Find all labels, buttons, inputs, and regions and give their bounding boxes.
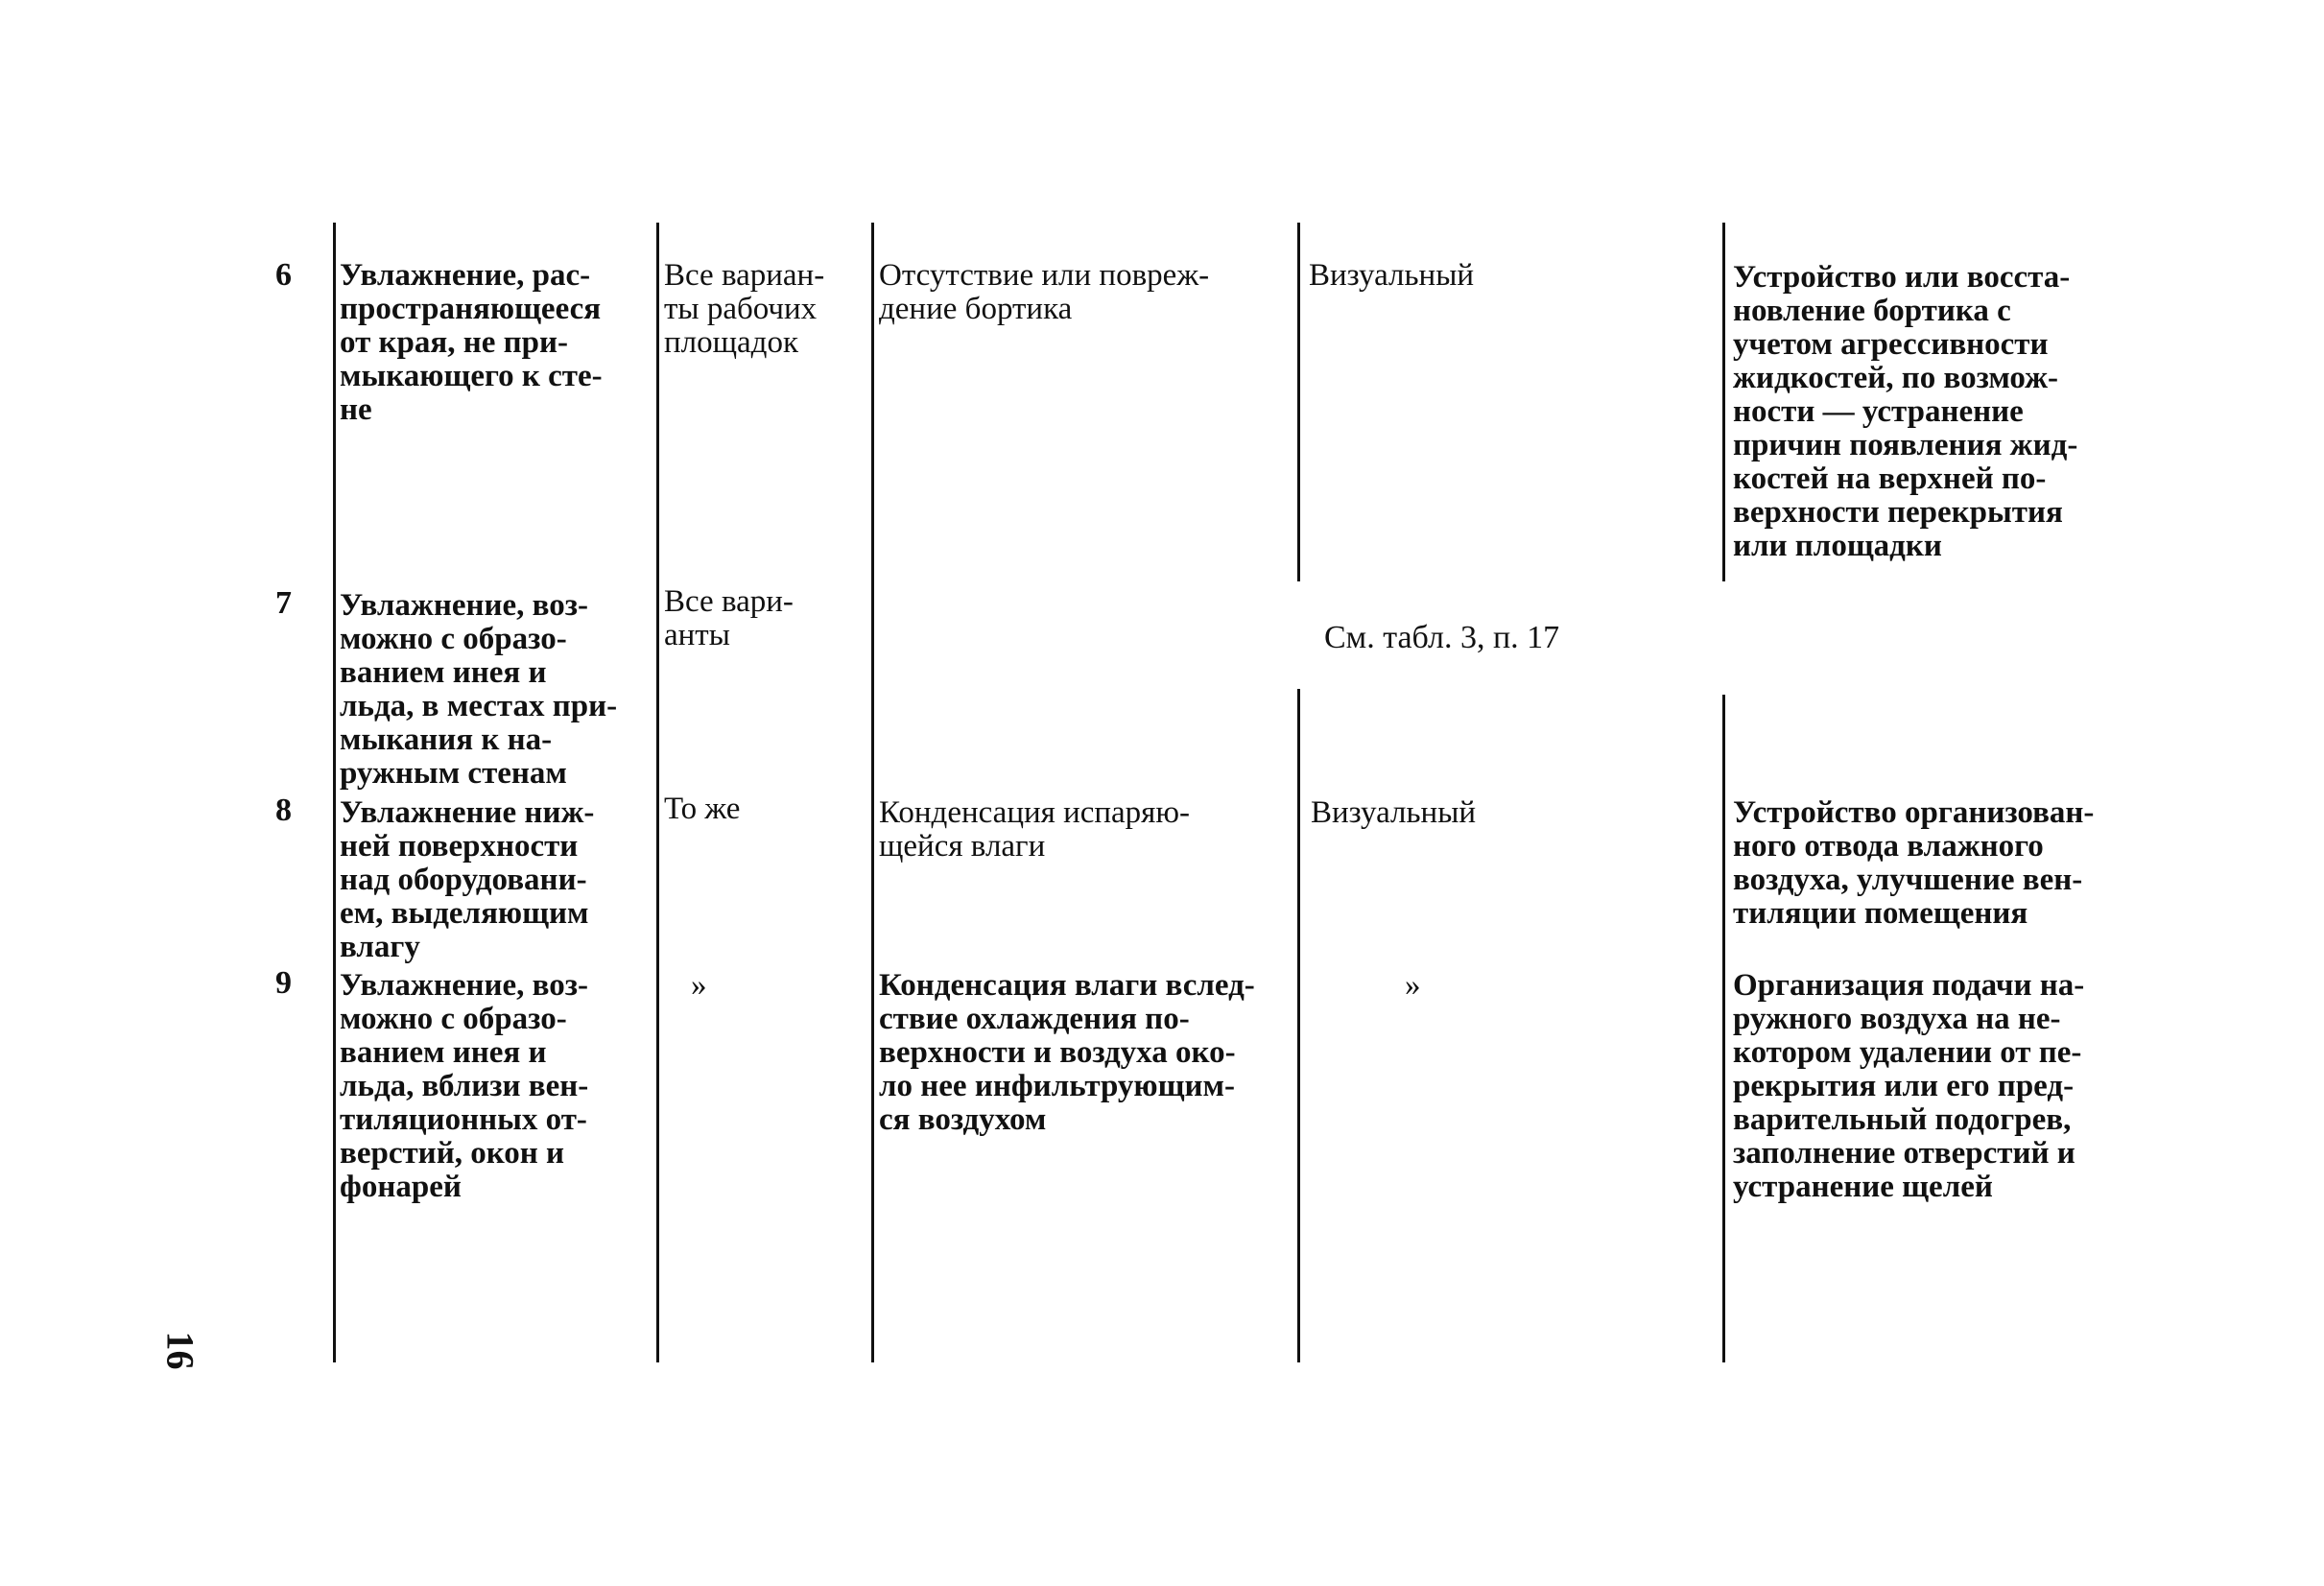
column-rule-3	[871, 223, 874, 1362]
table-reference: См. табл. 3, п. 17	[1324, 620, 1560, 655]
column-rule-5a	[1722, 223, 1725, 581]
defect-cause: Отсутствие или повреж- дение бортика	[879, 258, 1210, 326]
page-number: 16	[158, 1331, 202, 1370]
structure-variant: Все вариан- ты рабочих площадок	[664, 258, 825, 360]
structure-variant: »	[691, 968, 707, 1003]
defect-cause: Конденсация испаряю- щейся влаги	[879, 795, 1191, 864]
row-number: 9	[275, 965, 292, 1001]
row-number: 7	[275, 585, 292, 621]
column-rule-4b	[1297, 689, 1300, 1362]
row-number: 8	[275, 793, 292, 828]
column-rule-1	[333, 223, 336, 1362]
defect-description: Увлажнение, рас- пространяющееся от края, не при- мыкающего к сте- не	[340, 258, 603, 427]
defect-description: Увлажнение ниж- ней поверхности над оборудовани- ем, выделяющим влагу	[340, 795, 595, 964]
inspection-method: »	[1405, 968, 1421, 1003]
remedy: Устройство организован- ного отвода влажного воздуха, улучшение вен- тиляции помещения	[1733, 795, 2095, 931]
defect-cause: Конденсация влаги вслед- ствие охлаждения по- верхности и воздуха око- ло нее инфильтрующим- ся воздухом	[879, 968, 1255, 1137]
structure-variant: Все вари- анты	[664, 584, 794, 652]
column-rule-5b	[1722, 695, 1725, 1362]
defect-description: Увлажнение, воз- можно с образо- ванием инея и льда, в местах при- мыкания к на- ружным стенам	[340, 588, 618, 791]
column-rule-4a	[1297, 223, 1300, 581]
row-number: 6	[275, 257, 292, 293]
defect-description: Увлажнение, воз- можно с образо- ванием инея и льда, вблизи вен- тиляционных от- верстий, окон и фонарей	[340, 968, 589, 1204]
structure-variant: То же	[664, 792, 741, 826]
remedy: Устройство или восста- новление бортика с учетом агрессивности жидкостей, по возмож- ности — устранение причин появления жид- костей на верхней по- верхности перекрытия или площадки	[1733, 260, 2078, 563]
inspection-method: Визуальный	[1311, 795, 1477, 830]
inspection-method: Визуальный	[1309, 258, 1475, 293]
column-rule-2	[656, 223, 659, 1362]
remedy: Организация подачи на- ружного воздуха на не- котором удалении от пе- рекрытия или его пред- варительный подогрев, заполнение отверстий и устранение щелей	[1733, 968, 2085, 1204]
